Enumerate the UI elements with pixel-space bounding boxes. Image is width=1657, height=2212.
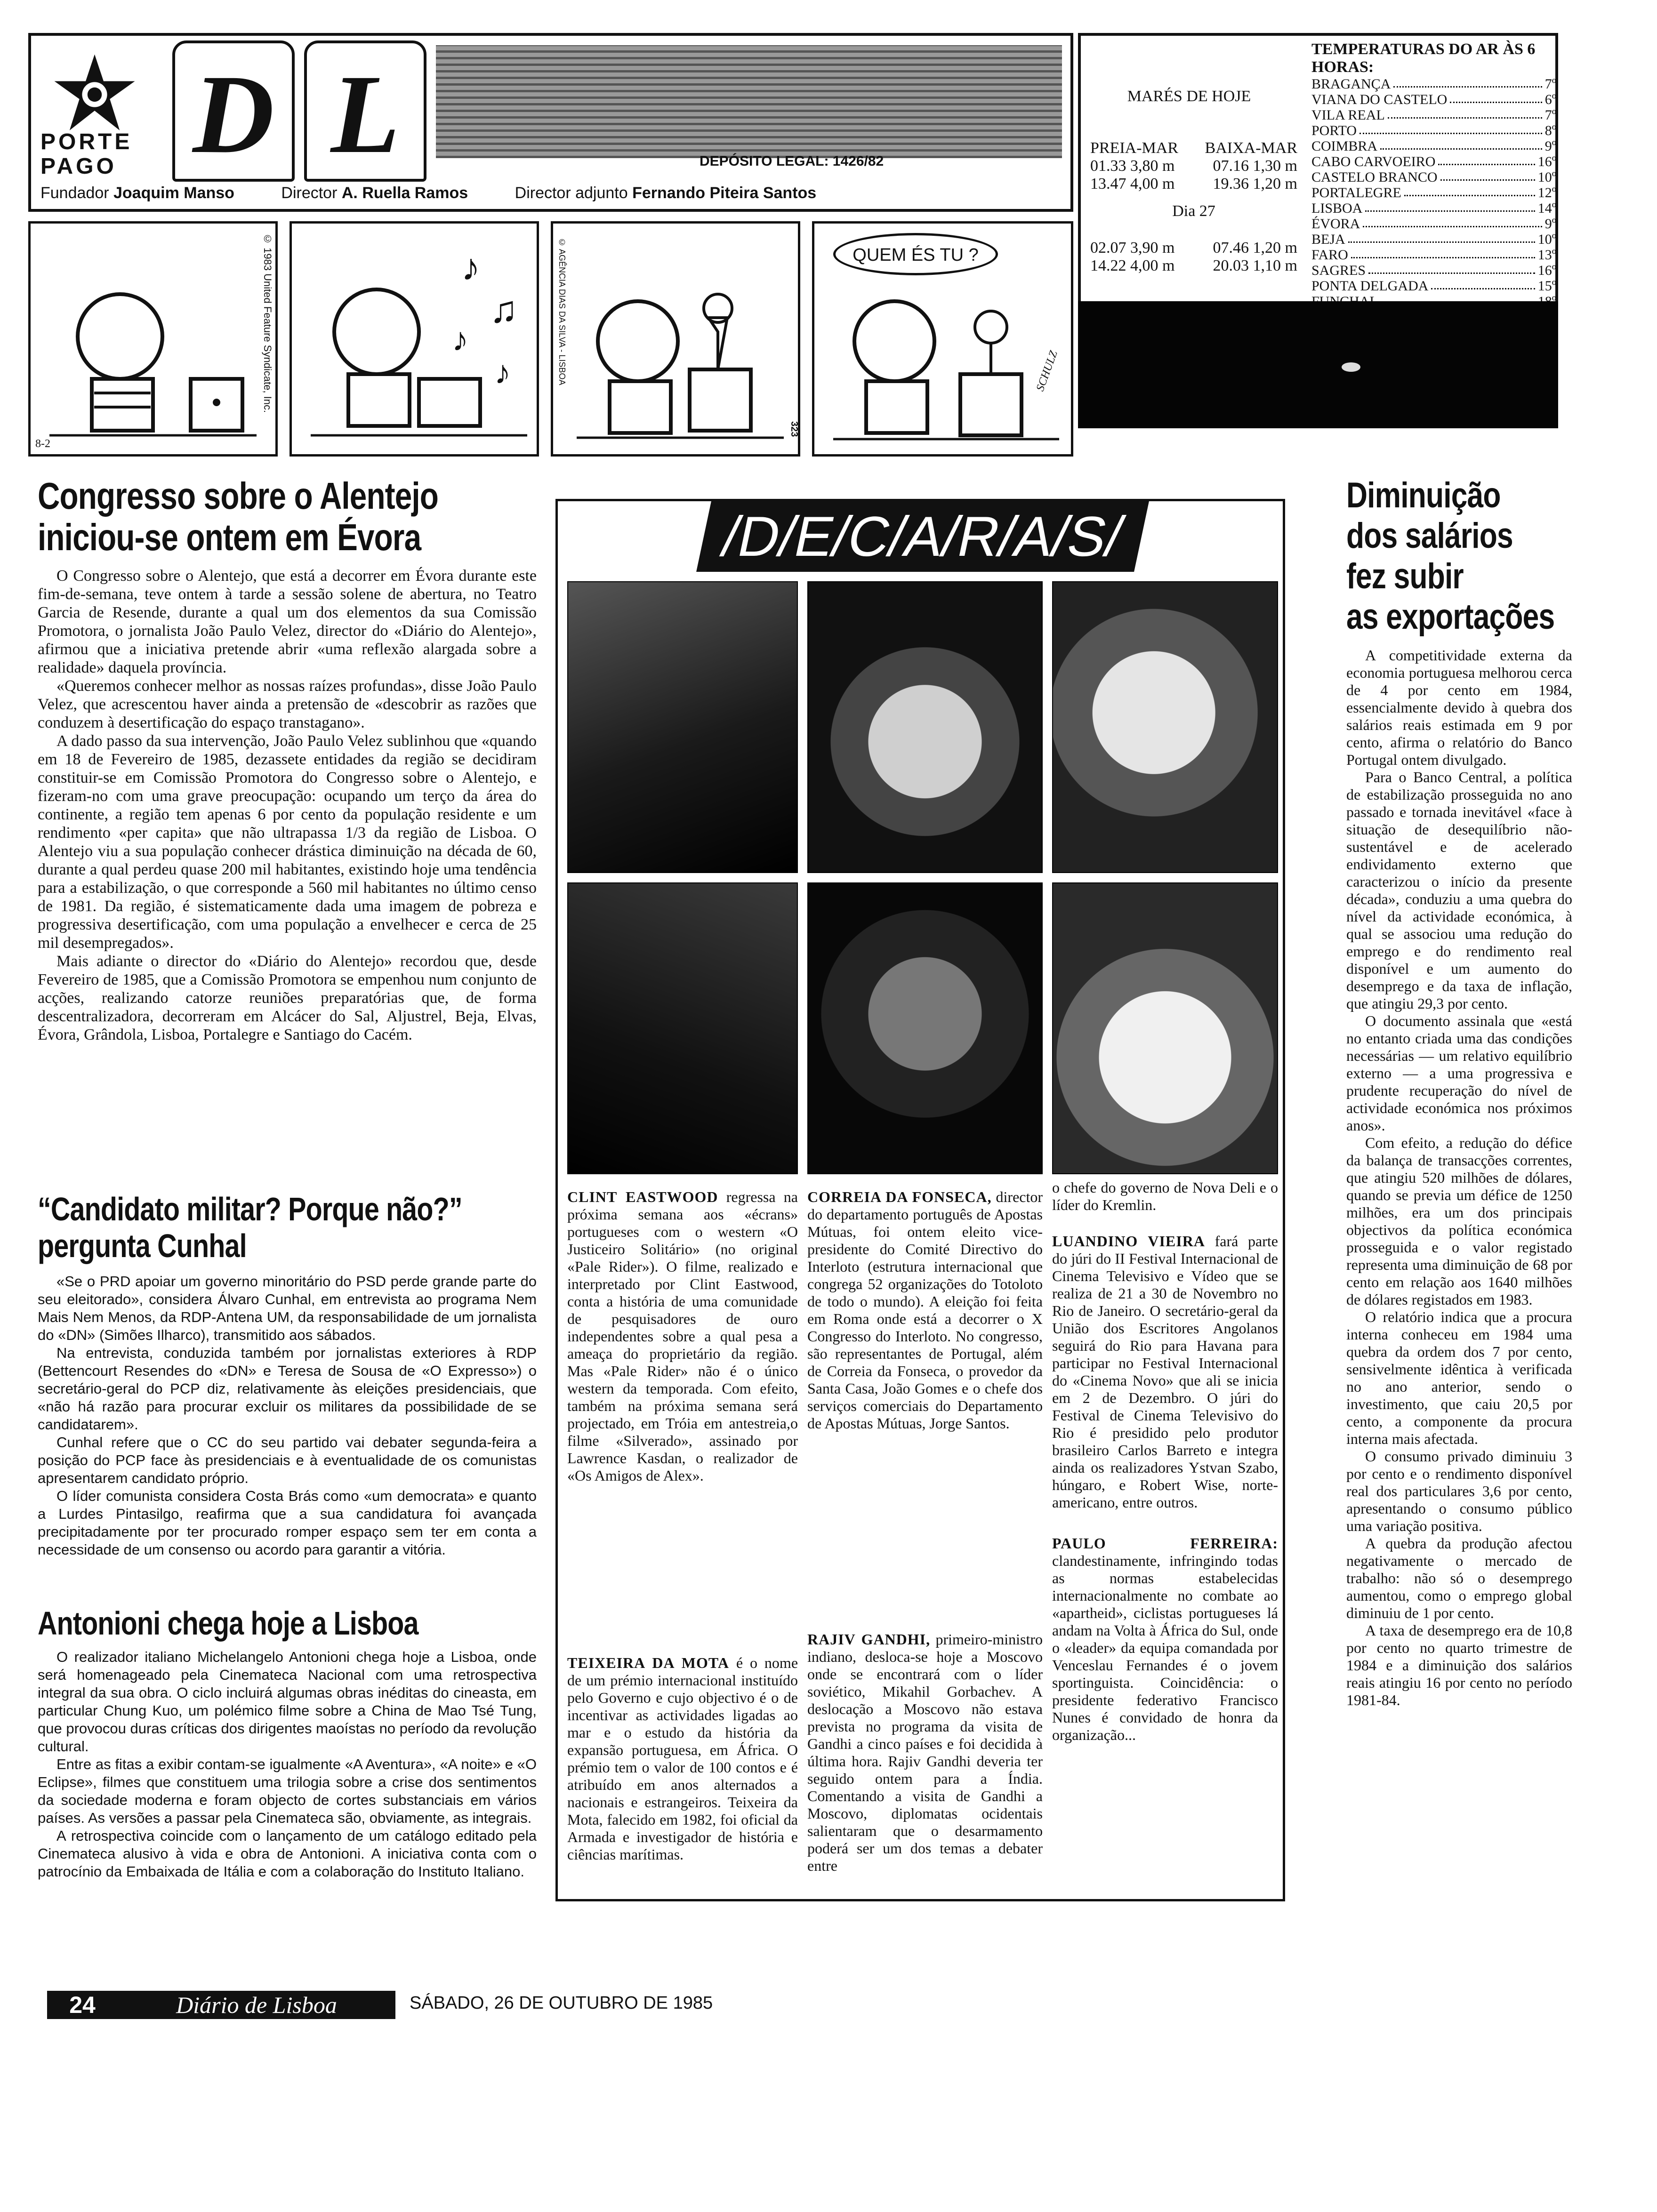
item-name: RAJIV GANDHI,: [807, 1631, 931, 1648]
paragraph: Mais adiante o director do «Diário do Alentejo» recordou que, desde Fevereiro de 1985, que a Comissão Promotora se empenhou num conjunto de acções, realizando catorze reuniões preparatórias que, de forma descentralizadora, decorreram em Alcácer do Sal, Aljustrel, Beja, Elvas, Évora, Grândola, Lisboa, Portalegre e Santiago do Cacém.: [38, 953, 537, 1043]
tide-value: 02.07 3,90 m: [1090, 239, 1175, 256]
article-cunhal: [38, 1191, 537, 1559]
item-text: director do departamento português de Apostas Mútuas, foi ontem eleito vice-presidente do Comité Directivo do Interloto (estrutura internacional que congrega 52 organizações do Totoloto de todo o mundo). A eleição foi feita em Roma onde está a decorrer o X Congresso do Interloto. No congresso, são representantes de Portugal, além de Correia da Fonseca, o provedor da Santa Casa, João Gomes e o chefe dos serviços comerciais do Departamento de Apostas Mútuas, Jorge Santos.: [807, 1188, 1043, 1432]
weather-photo-area: [1078, 301, 1558, 428]
temperature-row: [1311, 169, 1556, 185]
city-name: CASTELO BRANCO: [1311, 169, 1438, 185]
tide-value: 13.47 4,00 m: [1090, 175, 1175, 192]
dot-leader: [1380, 138, 1542, 150]
comic-date-mark: 8-2: [35, 438, 50, 450]
item-name: PAULO FERREIRA:: [1052, 1535, 1278, 1552]
dot-leader: [1404, 185, 1535, 196]
issue-date: SÁBADO, 26 DE OUTUBRO DE 1985: [410, 1993, 713, 2013]
caras-item-rajiv-gandhi: [807, 1631, 1043, 1875]
tides-table: [1090, 139, 1297, 275]
temperature-value: 9º: [1544, 138, 1556, 154]
headline: Antonioni chega hoje a Lisboa: [38, 1605, 418, 1642]
comic-agency: © AGÊNCIA DIAS DA SILVA - LISBOA: [557, 238, 567, 385]
comic-drawing: [311, 242, 527, 445]
director-name: A. Ruella Ramos: [341, 184, 468, 202]
next-day-label: Dia 27: [1172, 202, 1215, 220]
tide-value: 14.22 4,00 m: [1090, 257, 1175, 274]
temperature-row: [1311, 123, 1556, 138]
paragraph: Entre as fitas a exibir contam-se igualmente «A Aventura», «A noite» e «O Eclipse», filmes que constituem uma trilogia sobre a crise dos sentimentos da sociedade moderna e foram objecto de cortes substanciais em vários países. As versões a passar pela Cinemateca são, obviamente, as integrais.: [38, 1756, 537, 1826]
masthead-letter-d: D: [172, 40, 295, 182]
item-text: o chefe do governo de Nova Deli e o líder do Kremlin.: [1052, 1179, 1278, 1213]
temperature-row: [1311, 200, 1556, 216]
paragraph: O realizador italiano Michelangelo Antonioni chega hoje a Lisboa, onde será homenageado pela Cinemateca Nacional com uma retrospectiva integral da sua obra. O ciclo incluirá algumas obras inéditas do cineasta, em particular Chung Kuo, um polémico filme sobre a China de Mao Tsé Tung, que provocou duras críticas dos dirigentes maoístas no período da revolução cultural.: [38, 1649, 537, 1755]
de-caras-section: [555, 499, 1285, 1901]
item-name: TEIXEIRA DA MOTA: [567, 1654, 729, 1671]
headline: [38, 1191, 462, 1264]
city-name: VIANA DO CASTELO: [1311, 92, 1448, 107]
temperature-value: 10º: [1537, 169, 1556, 185]
article-body: [38, 567, 537, 1044]
temperature-row: [1311, 107, 1556, 123]
photo-clint-eastwood: [567, 581, 798, 873]
paragraph: A taxa de desemprego era de 10,8 por cento no quarto trimestre de 1984 e a diminuição dos salários reais atingiu 16 por cento no período 1981-84.: [1346, 1622, 1572, 1708]
porte-pago-label: PORTE PAGO: [40, 129, 133, 179]
item-text: regressa na próxima semana aos «écrans» portugueses com o western «O Justiceiro Solitário» (no original «Pale Rider»). O filme, realizado e interpretado por Clint Eastwood, conta a história de uma comunidade de pesquisadores de ouro independentes sobre a qual pesa a ameaça do proprietário da região. Mas «Pale Rider» não é o único western da temporada. Com efeito, também na próxima semana será projectado, em Tróia em antestreia,o filme «Silverado», assinado por Lawrence Kasdan, o realizador de «Os Amigos de Alex».: [567, 1188, 798, 1484]
masthead: [28, 33, 1073, 212]
paragraph: A competitividade externa da economia portuguesa melhorou cerca de 4 por cento em 1984, essencialmente devido à quebra dos salários reais estimada em 9 por cento, afirma o relatório do Banco Portugal ontem divulgado.: [1346, 647, 1572, 768]
dot-leader: [1363, 216, 1542, 227]
headline-line: fez subir: [1346, 556, 1464, 596]
temperature-row: [1311, 232, 1556, 247]
comic-panel-2: [290, 221, 539, 457]
comic-panel-4: [812, 221, 1073, 457]
masthead-letter-l: L: [304, 40, 426, 182]
svg-text:♪: ♪: [461, 247, 480, 289]
caras-item-correia-da-fonseca: [807, 1188, 1043, 1432]
caras-item-paulo-ferreira: [1052, 1535, 1278, 1744]
svg-text:♪: ♪: [452, 322, 468, 358]
staff-line: [40, 184, 1062, 202]
item-name: CLINT EASTWOOD: [567, 1188, 718, 1205]
director-label: Director: [281, 184, 338, 202]
caras-column-2-bottom: [807, 1631, 1043, 1875]
comic-copyright: © 1983 United Feature Syndicate, Inc.: [262, 233, 273, 413]
tide-value: 07.16 1,30 m: [1213, 157, 1297, 175]
item-name: CORREIA DA FONSECA,: [807, 1188, 992, 1205]
temperature-row: [1311, 92, 1556, 107]
city-name: LISBOA: [1311, 200, 1363, 216]
caras-column-3: [1052, 1179, 1278, 1744]
article-body: [1346, 647, 1572, 1709]
dot-leader: [1359, 123, 1542, 134]
article-alentejo: [38, 475, 537, 1044]
temperature-row: [1311, 154, 1556, 169]
photo-luandino-vieira: [1052, 581, 1278, 873]
city-name: PORTO: [1311, 123, 1357, 138]
photo-rajiv-gandhi: [807, 882, 1043, 1174]
temperature-value: 16º: [1537, 263, 1556, 278]
temperature-value: 7º: [1544, 107, 1556, 123]
temperature-row: [1311, 263, 1556, 278]
dot-leader: [1450, 92, 1542, 103]
headline: [38, 475, 447, 558]
paragraph: Na entrevista, conduzida também por jornalistas exteriores à RDP (Bettencourt Resendes do «DN» e Teresa de Sousa de «O Expresso») o secretário-geral do PCP diz, relativamente às eleições presidenciais, que «não há razão para procurar excluir os militares da possibilidade de se candidatarem».: [38, 1345, 537, 1433]
paragraph: Com efeito, a redução do défice da balança de transacções correntes, que atingiu 520 milhões de dólares, quando se previa um défice de 1250 milhões, era um dos principais objectivos da política económica prosseguida e o valor registado representa uma diminuição de 68 por cento em relação aos 1640 milhões de dólares registados em 1983.: [1346, 1134, 1572, 1308]
temperature-value: 8º: [1544, 123, 1556, 138]
temperature-row: [1311, 138, 1556, 154]
item-text: é o nome de um prémio internacional instituído pelo Governo e cujo objectivo é o de incentivar as actividades ligadas ao mar e o estudo da história da expansão portuguesa, em África. O prémio tem o valor de 100 contos e é atribuído em anos alternados a nacionais e estrangeiros. Teixeira da Mota, falecido em 1982, foi oficial da Armada e investigador de história e ciências marítimas.: [567, 1654, 798, 1863]
comic-drawing: [833, 280, 1059, 445]
paragraph: O relatório indica que a procura interna conheceu em 1984 uma quebra da ordem dos 7 por cento, sensivelmente idêntica à verificada no ano anterior, sendo o investimento, que caiu 20,5 por cento, a componente da procura interna mais afectada.: [1346, 1308, 1572, 1447]
city-name: BRAGANÇA: [1311, 76, 1391, 92]
item-name: LUANDINO VIEIRA: [1052, 1233, 1205, 1250]
dot-leader: [1438, 154, 1535, 165]
temperature-value: 12º: [1537, 185, 1556, 200]
paragraph: «Se o PRD apoiar um governo minoritário do PSD perde grande parte do seu eleitorado», considera Álvaro Cunhal, em entrevista ao programa Nem Mais Nem Menos, da RDP-Antena UM, da responsabilidade de um jornalista do «DN» (Simões Ilharco), transmitido aos sábados.: [38, 1273, 537, 1343]
caras-item-continuation: [1052, 1179, 1278, 1214]
paragraph: O Congresso sobre o Alentejo, que está a decorrer em Évora durante este fim-de-semana, teve ontem à tarde a sessão solene de abertura, no Teatro Garcia de Resende, durante a qual um dos elementos da sua Comissão Promotora, o jornalista João Paulo Velez, director do «Diário do Alentejo», afirmou que a iniciativa pretende abrir «uma reflexão alargada sobre a realidade» daquela província.: [38, 567, 537, 676]
city-name: PONTA DELGADA: [1311, 278, 1429, 294]
paragraph: «Queremos conhecer melhor as nossas raízes profundas», disse João Paulo Velez, que acrescentou haver ainda a pretensão de «descobrir as razões que conduzem à desertificação do espaço transtagano».: [38, 677, 537, 731]
caras-item-luandino-vieira: [1052, 1233, 1278, 1511]
dot-leader: [1368, 263, 1535, 274]
founder-label: Fundador: [40, 184, 109, 202]
paragraph: Para o Banco Central, a política de estabilização prosseguida no ano passado e tornada inevitável «face à situação de desequilíbrio não-sustentável e de acelerado endividamento externo que caracterizou o início da presente década», conduziu a uma quebra do nível da actividade económica, à qual se associou uma redução do emprego e do rendimento real disponível e um aumento do desemprego e da taxa de inflação, que atingiu 29,3 por cento.: [1346, 769, 1572, 1012]
page-number: 24: [47, 1991, 118, 2019]
temperature-value: 7º: [1544, 76, 1556, 92]
comic-number-mark: 323: [789, 421, 799, 437]
temperature-value: 9º: [1544, 216, 1556, 232]
caras-column-1: [567, 1188, 798, 1484]
caras-column-1-bottom: [567, 1654, 798, 1863]
comic-drawing: [577, 252, 784, 445]
light-spot: [1342, 362, 1360, 372]
paragraph: Cunhal refere que o CC do seu partido vai debater segunda-feira a posição do PCP face às presidenciais e à eventualidade de os comunistas apresentarem candidato próprio.: [38, 1434, 537, 1486]
temperature-list: [1311, 76, 1556, 309]
dot-leader: [1365, 200, 1535, 212]
low-tide-label: BAIXA-MAR: [1205, 139, 1297, 157]
dot-leader: [1351, 247, 1535, 258]
city-name: FARO: [1311, 247, 1348, 263]
caras-item-teixeira-da-mota: [567, 1654, 798, 1863]
comic-signature: SCHULZ: [1034, 349, 1060, 393]
paragraph: O consumo privado diminuiu 3 por cento e o rendimento disponível real dos particulares 3,6 por cento, apresentando o consumo público uma variação positiva.: [1346, 1448, 1572, 1534]
paragraph: A dado passo da sua intervenção, João Paulo Velez sublinhou que «quando em 18 de Fevereiro de 1985, dezassete entidades da região se decidiram constituir-se em Comissão Promotora do Congresso sobre o Alentejo, e fizeram-no com uma grave preocupação: ocupando um terço da área do continente, a região tem apenas 6 por cento da população residente e um rendimento «per capita» que não ultrapassa 1/3 da região de Lisboa. O Alentejo viu a sua população conhecer drástica diminuição na década de 60, durante a qual perdeu quase 200 mil habitantes, existindo hoje uma tendência para a estabilização, o que corresponde a 560 mil habitantes no último censo de 1981. Da região, é sistematicamente dada uma imagem de pobreza e progressiva desertificação, com uma população a envelhecer e cerca de 25 mil desempregados».: [38, 732, 537, 952]
article-body: [38, 1273, 537, 1559]
tide-value: 01.33 3,80 m: [1090, 157, 1175, 175]
article-salarios: [1346, 475, 1572, 1709]
dot-leader: [1388, 107, 1542, 119]
paragraph: A retrospectiva coincide com o lançamento de um catálogo editado pela Cinemateca alusivo à vida e obra de Antonioni. A iniciativa conta com o patrocínio da Embaixada de Itália e com a colaboração do Instituto Italiano.: [38, 1827, 537, 1880]
temperature-value: 15º: [1537, 278, 1556, 294]
temperature-row: [1311, 247, 1556, 263]
paragraph: O líder comunista considera Costa Brás como «um democrata» e quanto a Lurdes Pintasilgo, reafirma que a sua candidatura foi avançada precipitadamente por ter procurado romper espaço sem ter em conta a necessidade de um consenso ou acordo para garantir a vitória.: [38, 1488, 537, 1558]
deposito-legal: DEPÓSITO LEGAL: 1426/82: [700, 153, 884, 169]
comic-drawing: [49, 266, 257, 445]
city-name: BEJA: [1311, 232, 1345, 247]
tide-value: 19.36 1,20 m: [1213, 175, 1297, 192]
city-name: COIMBRA: [1311, 138, 1378, 154]
caras-column-2: [807, 1188, 1043, 1432]
temperature-row: [1311, 76, 1556, 92]
temperature-panel: [1311, 40, 1556, 309]
photo-correia-da-fonseca: [807, 581, 1043, 873]
city-name: VILA REAL: [1311, 107, 1385, 123]
headline-line: pergunta Cunhal: [38, 1227, 247, 1264]
item-text: fará parte do júri do II Festival Internacional de Cinema Televisivo e Vídeo que se realiza de 21 a 30 de Novembro no Rio de Janeiro. O secretário-geral da União dos Escritores Angolanos seguirá do Rio para Havana para participar no Festival Internacional do «Cinema Novo» que ali se inicia em 2 de Dezembro. O júri do Festival de Cinema Televisivo do Rio é presidido pelo produtor brasileiro Carlos Barreto e integra ainda os realizadores Ystvan Szabo, húngaro, e Robert Wise, norte-americano, entre outros.: [1052, 1233, 1279, 1511]
masthead-info-block: [436, 45, 1062, 158]
city-name: ÉVORA: [1311, 216, 1360, 232]
tides-title: MARÉS DE HOJE: [1127, 88, 1251, 105]
headline-line: dos salários: [1346, 516, 1513, 556]
temperature-row: [1311, 216, 1556, 232]
paragraph: A quebra da produção afectou negativamente o mercado de trabalho: não só o desemprego aumentou, como o emprego global diminuiu de 1 por cento.: [1346, 1535, 1572, 1621]
headline-line: Diminuição: [1346, 475, 1501, 515]
dot-leader: [1348, 232, 1535, 243]
article-body: [38, 1648, 537, 1881]
svg-text:♪: ♪: [494, 355, 511, 391]
photo-teixeira-da-mota: [567, 882, 798, 1174]
headline-line: iniciou-se ontem em Évora: [38, 516, 421, 558]
newspaper-name: Diário de Lisboa: [118, 1991, 395, 2019]
temperature-value: 14º: [1537, 200, 1556, 216]
dot-leader: [1431, 278, 1535, 289]
temperature-value: 10º: [1537, 232, 1556, 247]
comic-panel-1: [28, 221, 278, 457]
item-text: clandestinamente, infringindo todas as normas estabelecidas internacionalmente no combate ao «apartheid», ciclistas portugueses lá andam na Volta à África do Sul, onde o «leader» da equipa comandada por Venceslau Fernandes é o jovem sportinguista. Coincidência: o presidente federativo Francisco Nunes é convidado de honra da organização...: [1052, 1552, 1278, 1743]
city-name: SAGRES: [1311, 263, 1366, 278]
speech-bubble: QUEM ÉS TU ?: [833, 233, 998, 275]
temperature-value: 16º: [1537, 154, 1556, 169]
comic-panel-3: [551, 221, 800, 457]
headline: [1346, 475, 1555, 637]
temperature-row: [1311, 278, 1556, 294]
caras-item-clint-eastwood: [567, 1188, 798, 1484]
dot-leader: [1440, 169, 1535, 181]
deputy-name: Fernando Piteira Santos: [632, 184, 817, 202]
photo-paulo-ferreira: [1052, 882, 1278, 1174]
city-name: PORTALEGRE: [1311, 185, 1401, 200]
svg-text:♫: ♫: [490, 289, 518, 331]
headline-line: “Candidato militar? Porque não?”: [38, 1191, 462, 1227]
crest-emblem: [50, 50, 139, 139]
headline-line: as exportações: [1346, 597, 1555, 637]
article-antonioni: [38, 1605, 537, 1881]
section-title: /D/E/C/A/R/A/S/: [696, 501, 1149, 572]
temperature-value: 13º: [1537, 247, 1556, 263]
high-tide-label: PREIA-MAR: [1090, 139, 1179, 157]
temperature-row: [1311, 185, 1556, 200]
comic-strip: [28, 221, 1073, 457]
paragraph: O documento assinala que «está no entanto criada uma das condições necessárias — um relativo equilíbrio externo — a uma progressiva e prudente recuperação do nível de actividade económica nos próximos anos».: [1346, 1012, 1572, 1134]
temperature-value: 6º: [1544, 92, 1556, 107]
tide-value: 20.03 1,10 m: [1213, 257, 1297, 274]
city-name: CABO CARVOEIRO: [1311, 154, 1436, 169]
dot-leader: [1393, 76, 1542, 88]
founder-name: Joaquim Manso: [113, 184, 234, 202]
tide-value: 07.46 1,20 m: [1213, 239, 1297, 256]
headline-line: Congresso sobre o Alentejo: [38, 475, 439, 517]
temperature-title: TEMPERATURAS DO AR ÀS 6 HORAS:: [1311, 40, 1536, 76]
item-text: primeiro-ministro indiano, desloca-se hoje a Moscovo onde se encontrará com o líder soviético, Mikahil Gorbachev. A deslocação a Moscovo não estava prevista no programa da visita de Gandhi a cinco países e foi decidida à última hora. Rajiv Gandhi deveria ter seguido ontem para a Índia. Comentando a visita de Gandhi a Moscovo, diplomatas ocidentais salientaram que o desarmamento poderá ser um dos temas a debater entre: [807, 1631, 1043, 1874]
deputy-label: Director adjunto: [515, 184, 628, 202]
